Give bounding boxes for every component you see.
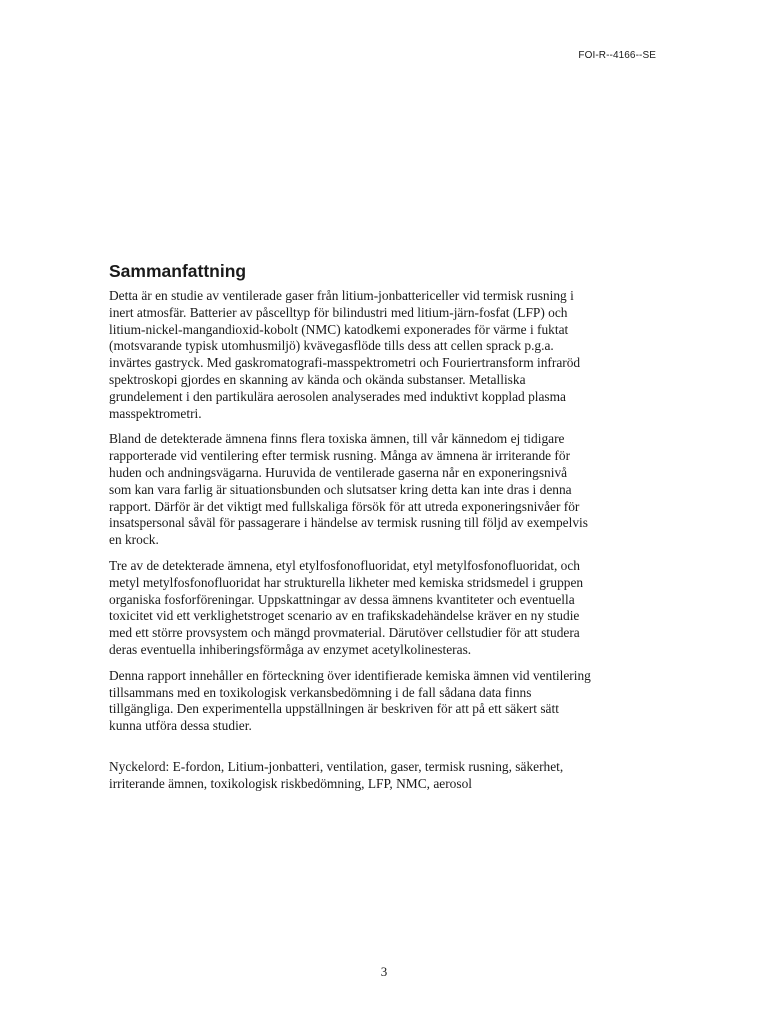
paragraph-2: Bland de detekterade ämnena finns flera toxiska ämnen, till vår kännedom ej tidigare rapporterade vid ventilering efter termisk rusning. Många av ämnena är irriterande för huden och andningsvägarna. Huruvida de ventilerade gaserna når en exponeringsnivå som kan vara farlig är situationsbunden och slutsatser kring detta kan inte dras i denna rapport. Därför är det viktigt med fullskaliga försök för att utreda exponeringsnivåer för insatspersonal såväl för passagerare i händelse av termisk rusning till följd av exempelvis en krock. — [109, 431, 588, 548]
keywords: Nyckelord: E-fordon, Litium-jonbatteri, ventilation, gaser, termisk rusning, säkerhet, irriterande ämnen, toxikologisk riskbedömning, LFP, NMC, aerosol — [109, 758, 564, 791]
report-id: FOI-R--4166--SE — [578, 50, 656, 61]
paragraph-3: Tre av de detekterade ämnena, etyl etylfosfonofluoridat, etyl metylfosfonofluoridat, och metyl metylfosfonofluoridat har strukturella likheter med kemiska stridsmedel i gruppen organiska fosforföreningar. Uppskattningar av dessa ämnens kvantiteter och eventuella toxicitet vid ett verklighetstroget scenario av en trafikskadehändelse kräver en ny studie med ett större provsystem och mängd provmaterial. Därutöver cellstudier för att studera deras eventuella inhiberingsförmåga av enzymet acetylkolinesteras. — [109, 557, 584, 657]
paragraph-4: Denna rapport innehåller en förteckning över identifierade kemiska ämnen vid ventilering tillsammans med en toxikologisk verkansbedömning i de fall sådana data finns tillgängliga. Den experimentella uppställningen är beskriven för att på ett säkert sätt kunna utföra dessa studier. — [109, 667, 591, 734]
paragraph-1: Detta är en studie av ventilerade gaser från litium-jonbattericeller vid termisk rusning i inert atmosfär. Batterier av påscelltyp för bilindustri med litium-järn-fosfat (LFP) och litium-nickel-mangandioxid-kobolt (NMC) katodkemi exponerades för värme i fuktat (motsvarande typisk utomhusmiljö) kvävegasflöde tills dess att cellen sprack p.g.a. invärtes gastryck. Med gaskromatografi-masspektrometri och Fouriertransform infraröd spektroskopi gjordes en skanning av kända och okända substanser. Metalliska grundelement i den partikulära aerosolen analyserades med induktivt kopplad plasma masspektrometri. — [109, 288, 581, 421]
page-number: 3 — [380, 964, 388, 979]
summary-section — [109, 260, 591, 793]
section-title: Sammanfattning — [109, 261, 247, 281]
